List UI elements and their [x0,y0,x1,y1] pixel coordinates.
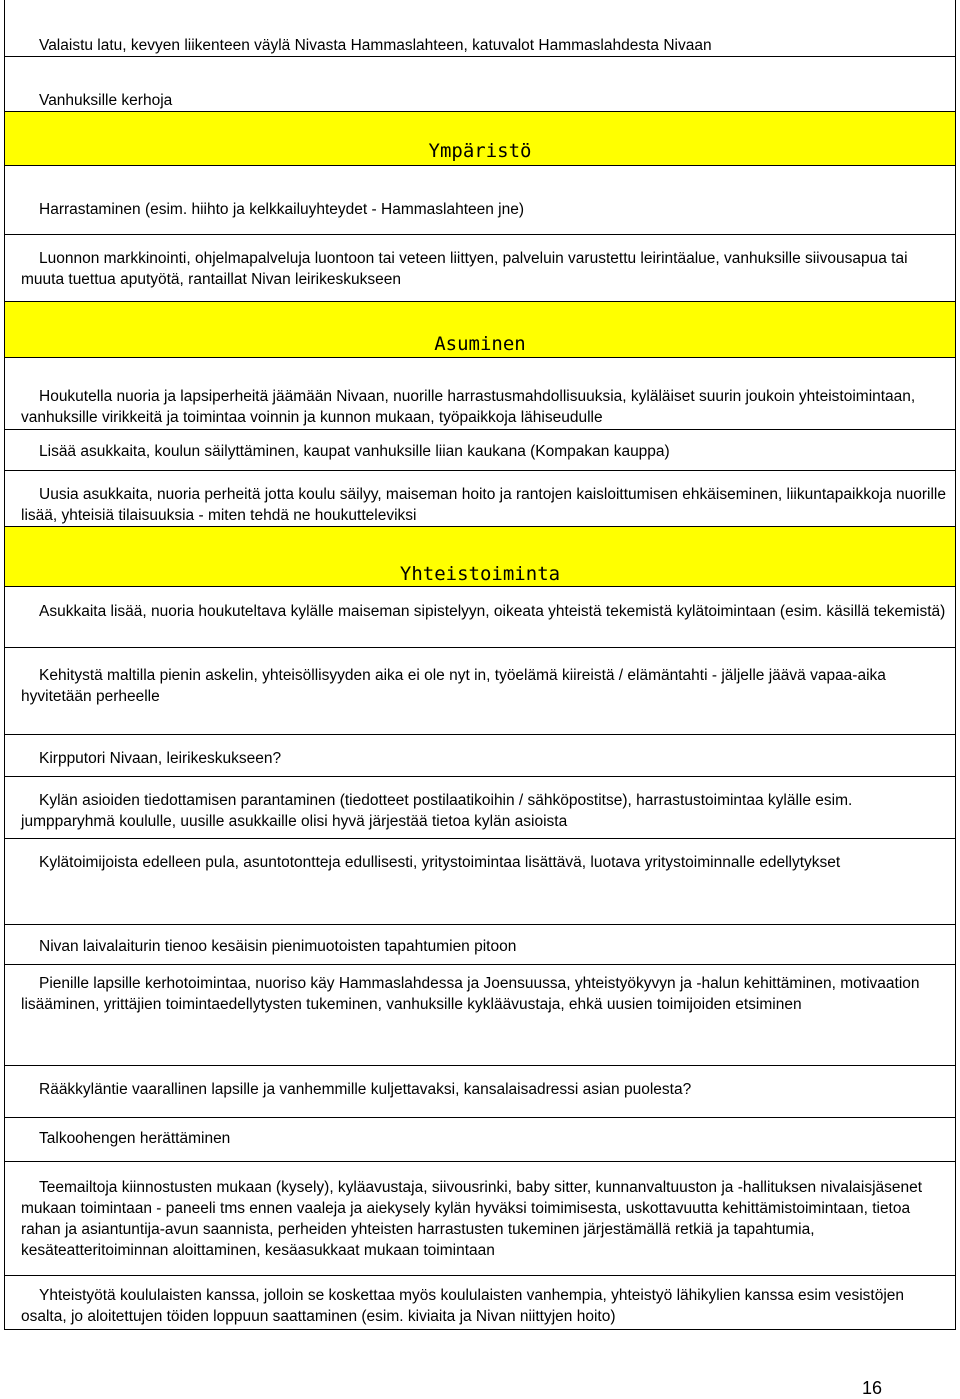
row-text: Teemailtoja kiinnostusten mukaan (kysely), kyläavustaja, siivousrinki, baby sitter, kunnanvaltuuston ja -hallituksen nivalaisjäsenet mukaan toimintaan - paneeli tms ennen vaaleja ja aiekysely kylän hyväksi toimimisesta, uskottavuutta kehittämistoimintaan, tietoa rahan ja asiantuntija-avun saannista, perheiden yhteisten harrastusten tukeminen järjestämällä retkiä ja tapahtumia, kesäteatteritoiminnan aloittaminen, kesäasukkaat mukaan toimintaan [21,1179,923,1259]
row-text: Lisää asukkaita, koulun säilyttäminen, kaupat vanhuksille liian kaukana (Kompakan kauppa) [39,443,670,460]
row-text: Nivan laivalaiturin tienoo kesäisin pienimuotoisten tapahtumien pitoon [39,938,517,955]
table-row [4,358,956,430]
row-text: Rääkkyläntie vaarallinen lapsille ja vanhemmille kuljettavaksi, kansalaisadressi asian puolesta? [39,1081,692,1098]
row-text: Kylän asioiden tiedottamisen parantaminen (tiedotteet postilaatikoihin / sähköpostitse), harrastustoimintaa kylälle esim. jumpparyhmä koululle, uusille asukkaille olisi hyvä järjestää tietoa kylän asioista [21,792,853,830]
table-row [4,648,956,735]
row-text: Vanhuksille kerhoja [39,92,173,109]
row-text: Uusia asukkaita, nuoria perheitä jotta koulu säilyy, maiseman hoito ja rantojen kaisloittumisen ehkäiseminen, liikuntapaikkoja nuorille lisää, yhteisiä tilaisuuksia - miten tehdä ne houkutteleviksi [21,486,946,524]
row-text: Asukkaita lisää, nuoria houkuteltava kylälle maiseman sipistelyyn, oikeata yhteistä tekemistä kylätoimintaan (esim. käsillä tekemistä) [39,603,946,620]
section-heading: Yhteistoiminta [399,563,561,585]
table-row [4,925,956,965]
table-row [4,1276,956,1330]
table-row [4,965,956,1066]
row-text: Kylätoimijoista edelleen pula, asuntotontteja edullisesti, yritystoimintaa lisättävä, luotava yritystoiminnalle edellytykset [39,854,841,871]
section-heading: Ympäristö [428,140,532,162]
row-text: Harrastaminen (esim. hiihto ja kelkkailuyhteydet - Hammaslahteen jne) [39,201,525,218]
row-text: Kehitystä maltilla pienin askelin, yhteisöllisyyden aika ei ole nyt in, työelämä kiireistä / elämäntahti - jäljelle jäävä vapaa-aika hyvitetään perheelle [21,667,886,705]
table-row [4,430,956,471]
table-row [4,1118,956,1162]
table-row [4,735,956,777]
page-number: 16 [861,1378,882,1398]
section-heading-row [4,112,956,166]
row-text: Kirpputori Nivaan, leirikeskukseen? [39,750,282,767]
table-row [4,166,956,235]
row-text: Luonnon markkinointi, ohjelmapalveluja luontoon tai veteen liittyen, palveluin varustettu leirintäalue, vanhuksille siivousapua tai muuta tuettua aputyötä, rantaillat Nivan leirikeskukseen [21,250,908,288]
section-heading-row [4,302,956,358]
table-row [4,777,956,839]
row-text: Talkoohengen herättäminen [39,1130,231,1147]
table-row [4,839,956,925]
table-row [4,57,956,112]
table-row [4,235,956,302]
row-text: Houkutella nuoria ja lapsiperheitä jäämään Nivaan, nuorille harrastusmahdollisuuksia, kyläläiset suurin joukoin yhteistoimintaan, vanhuksille virikkeitä ja toimintaa voinnin ja kunnon mukaan, työpaikkoja lähiseudulle [21,388,916,426]
row-text: Yhteistyötä koululaisten kanssa, jolloin se koskettaa myös koululaisten vanhempia, yhteistyö lähikylien kanssa esim vesistöjen osalta, jo aloitettujen töiden loppuun saattaminen (esim. kiviaita ja Nivan niittyjen hoito) [21,1287,905,1325]
table-row [4,0,956,57]
section-heading-row [4,527,956,587]
table-row [4,1162,956,1276]
row-text: Valaistu latu, kevyen liikenteen väylä Nivasta Hammaslahteen, katuvalot Hammaslahdesta Nivaan [39,37,712,54]
section-heading: Asuminen [434,333,526,355]
table-row [4,471,956,527]
table-row [4,587,956,648]
table-row [4,1066,956,1118]
row-text: Pienille lapsille kerhotoimintaa, nuoriso käy Hammaslahdessa ja Joensuussa, yhteistyökyvyn ja -halun kehittäminen, motivaation lisääminen, yrittäjien toimintaedellytysten tukeminen, vanhuksille kykläävustaja, ehkä uusien toimijoiden etsiminen [21,975,920,1013]
